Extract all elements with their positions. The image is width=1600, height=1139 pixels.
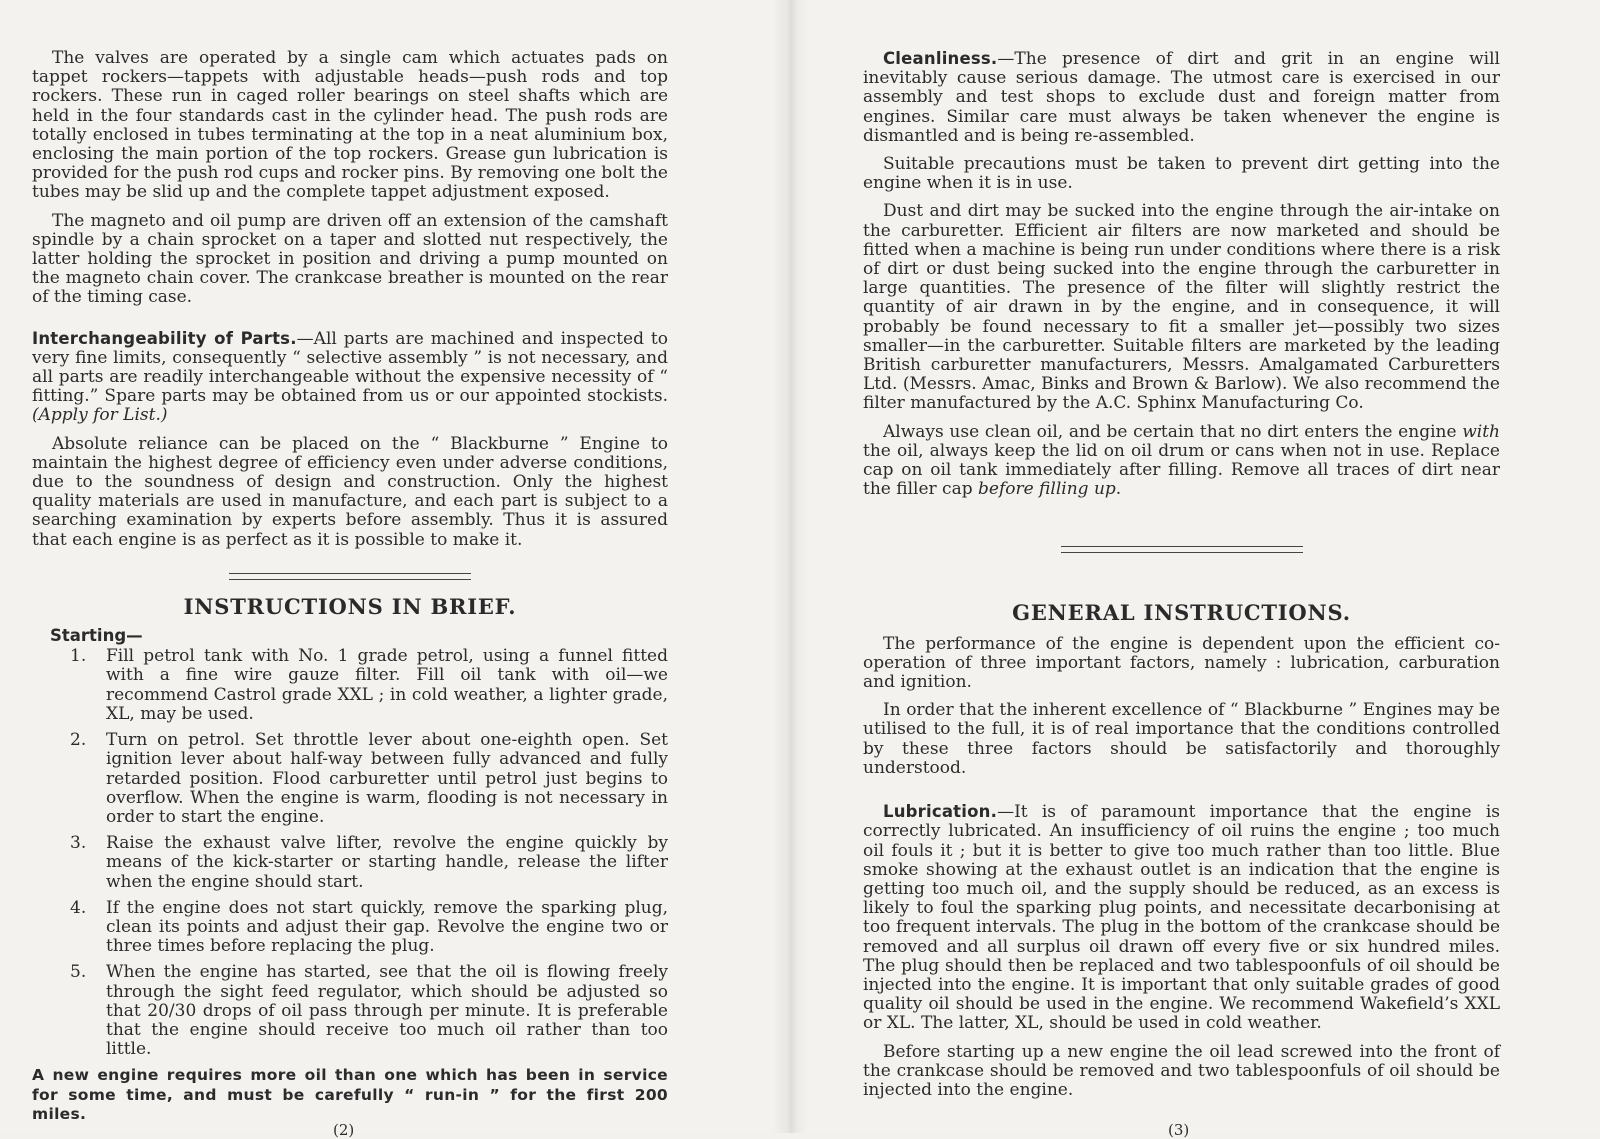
step-number: 3.: [70, 833, 87, 854]
page-number-right: (3): [1168, 1121, 1190, 1139]
step-item: [32, 963, 668, 1059]
oil-text-1: Always use clean oil, and be certain that no dirt enters the engine: [883, 421, 1457, 442]
step-item: [32, 647, 668, 724]
book-gutter: [772, 0, 808, 1133]
paragraph-dust: Dust and dirt may be sucked into the engine through the air-intake on the carburetter. Efficient air filters are now marketed and should be fitted when a machine is being run under conditions where there is a risk of dirt or dust being sucked into the engine through the carburetter in large quantities. The presence of the filter will slightly restrict the quantity of air drawn in by the engine, and in consequence, it will probably be found necessary to fit a smaller jet—possibly two sizes smaller—in the carburetter. Suitable filters are marketed by the leading British carburetter manufacturers, Messrs. Amalgamated Carburetters Ltd. (Messrs. Amac, Binks and Brown & Barlow). We also recommend the filter manufactured by the A.C. Sphinx Manufacturing Co.: [863, 201, 1500, 414]
step-text: Raise the exhaust valve lifter, revolve the engine quickly by means of the kick-starter or starting handle, release the lifter when the engine should start.: [106, 833, 668, 892]
lubrication-text: —It is of paramount importance that the engine is correctly lubricated. An insufficiency of oil ruins the engine ; too much oil fouls it ; but it is better to give too much rather than too little. Blue smoke showing at the exhaust outlet is an indication that the engine is getting too much oil, and the supply should be reduced, as an excess is likely to foul the sparking plug points, and necessitate decarbonising at too frequent intervals. The plug in the bottom of the crankcase should be removed and all surplus oil drawn off every five or six hundred miles. The plug should then be replaced and two tablespoonfuls of oil should be injected into the engine. It is important that only suitable grades of good quality oil should be used in the engine. We recommend Wakefield’s XXL or XL. The latter, XL, should be used in cold weather.: [863, 802, 1500, 1034]
section-title-instructions-in-brief: INSTRUCTIONS IN BRIEF.: [183, 593, 517, 619]
step-number: 5.: [70, 962, 87, 983]
cleanliness-text: —The presence of dirt and grit in an engine will inevitably cause serious damage. The utmost care is exercised in our assembly and test shops to exclude dust and foreign matter from engines. Similar care must always be taken whenever the engine is dismantled and is being re-assembled.: [863, 49, 1500, 146]
oil-text-3: .: [1115, 479, 1122, 500]
oil-text-2: the oil, always keep the lid on oil drum or cans when not in use. Replace cap on oil tank immediately after filling. Remove all traces of dirt near the filler cap: [863, 440, 1500, 500]
step-item: [32, 731, 668, 827]
section-divider: [229, 573, 471, 580]
paragraph-precautions: Suitable precautions must be taken to prevent dirt getting into the engine when it is in use.: [863, 154, 1500, 194]
step-text: Fill petrol tank with No. 1 grade petrol, using a funnel fitted with a fine wire gauze filter. Fill oil tank with oil—we recommend Castrol grade XXL ; in cold weather, a lighter grade, XL, may be used.: [106, 646, 668, 724]
step-number: 4.: [70, 897, 87, 918]
paragraph-magneto: The magneto and oil pump are driven off an extension of the camshaft spindle by a chain sprocket on a taper and slotted nut respectively, the latter holding the sprocket in position and driving a pump mounted on the magneto chain cover. The crankcase breather is mounted on the rear of the timing case.: [32, 210, 668, 308]
cleanliness-heading: Cleanliness.: [883, 49, 998, 68]
paragraph-performance: The performance of the engine is dependent upon the efficient co-operation of three important factors, namely : lubrication, carburation and ignition.: [863, 633, 1500, 693]
left-column: [32, 49, 668, 1125]
right-page: [790, 0, 1600, 1139]
step-number: 2.: [70, 730, 87, 751]
paragraph-clean-oil: [863, 423, 1500, 500]
step-text: When the engine has started, see that the oil is flowing freely through the sight feed regulator, which should be adjusted so that 20/30 drops of oil pass through per minute. It is preferable that the engine should receive too much oil rather than too little.: [106, 962, 668, 1060]
paragraph-before-starting: Before starting up a new engine the oil lead screwed into the front of the crankcase should be removed and two tablespoonfuls of oil should be injected into the engine.: [863, 1041, 1500, 1100]
page-number-left: (2): [333, 1121, 355, 1139]
right-column: [863, 49, 1500, 1109]
starting-label: Starting—: [50, 626, 143, 646]
interchangeability-text: —All parts are machined and inspected to very fine limits, consequently “ selective assembly ” is not necessary, and all parts are readily interchangeable without the expensive necessity of “ fitting.” Spare parts may be obtained from us or our appointed stockists.: [32, 328, 668, 407]
step-text: If the engine does not start quickly, remove the sparking plug, clean its points and adjust their gap. Revolve the engine two or three times before replacing the plug.: [106, 897, 668, 957]
lubrication-heading: Lubrication.: [883, 802, 998, 822]
paragraph-excellence: In order that the inherent excellence of “ Blackburne ” Engines may be utilised to the full, it is of real importance that the conditions controlled by these three factors should be satisfactorily and thoroughly understood.: [863, 700, 1500, 778]
step-text: Turn on petrol. Set throttle lever about one-eighth open. Set ignition lever about half-way between fully advanced and fully retarded position. Flood carburetter until petrol just begins to overflow. When the engine is warm, flooding is not necessary in order to start the engine.: [106, 730, 668, 827]
paragraph-reliance: Absolute reliance can be placed on the “ Blackburne ” Engine to maintain the highest degree of efficiency even under adverse conditions, due to the soundness of design and construction. Only the highest quality materials are used in manufacture, and each part is subject to a searching examination by experts before assembly. Thus it is assured that each engine is as perfect as it is possible to make it.: [32, 433, 668, 550]
paragraph-cleanliness: [863, 49, 1500, 146]
section-title-general-instructions: GENERAL INSTRUCTIONS.: [1012, 600, 1351, 626]
oil-italic-before-filling: before filling up: [978, 479, 1116, 500]
paragraph-lubrication: [863, 802, 1500, 1033]
paragraph-valves: The valves are operated by a single cam which actuates pads on tappet rockers—tappets with adjustable heads—push rods and top rockers. These run in caged roller bearings on steel shafts which are held in the four standards cast in the cylinder head. The push rods are totally enclosed in tubes terminating at the top in a neat aluminium box, enclosing the main portion of the top rockers. Grease gun lubrication is provided for the push rod cups and rocker pins. By removing one bolt the tubes may be slid up and the complete tappet adjustment exposed.: [32, 48, 668, 203]
section-divider: [1061, 546, 1303, 553]
paragraph-interchangeability: [32, 329, 668, 426]
left-page: [0, 0, 790, 1139]
oil-italic-with: with: [1462, 421, 1501, 442]
apply-for-list: (Apply for List.): [32, 405, 168, 426]
run-in-notice: A new engine requires more oil than one which has been in service for some time, and must be carefully “ run-in ” for the first 200 miles.: [32, 1066, 668, 1124]
step-item: [32, 899, 668, 957]
step-number: 1.: [70, 646, 87, 667]
interchangeability-heading: Interchangeability of Parts.: [32, 328, 297, 348]
starting-steps-list: [32, 647, 668, 1059]
step-item: [32, 834, 668, 892]
